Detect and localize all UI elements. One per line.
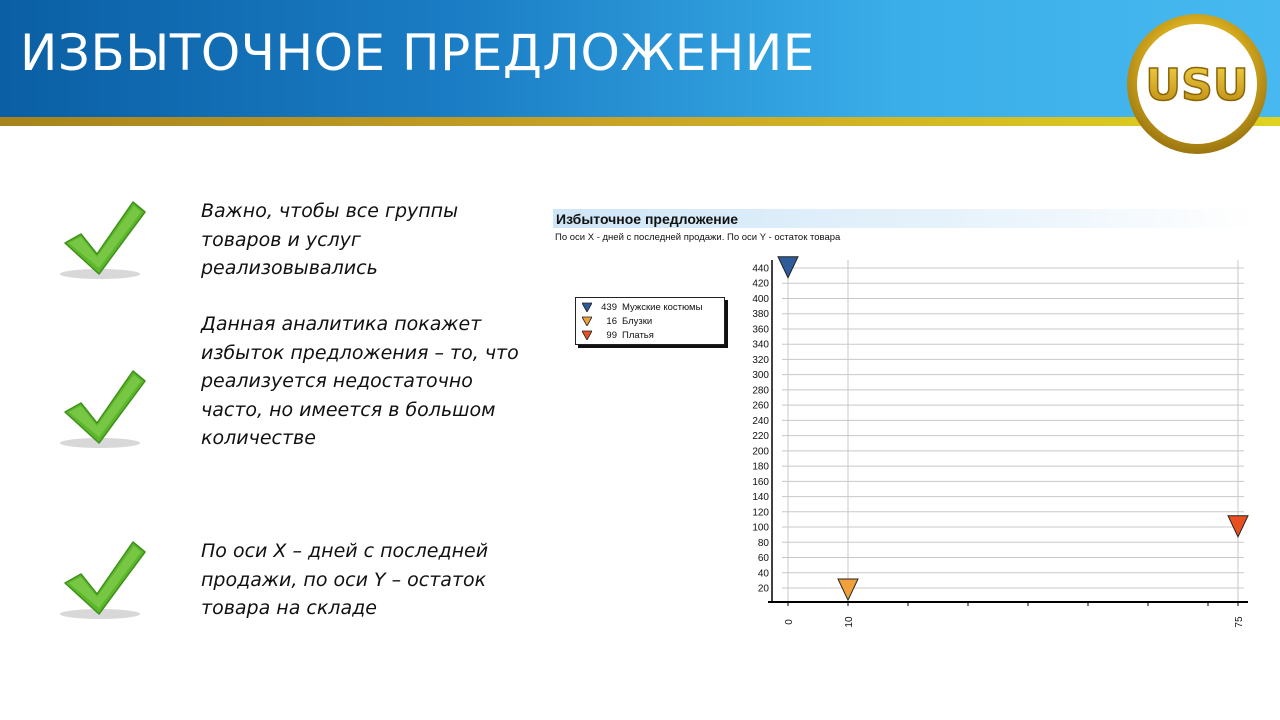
usu-logo <box>1126 13 1268 155</box>
checkmark-icon <box>55 367 155 457</box>
y-tick-label: 40 <box>757 568 769 580</box>
legend-label: Платья <box>622 329 654 341</box>
chart-title: Избыточное предложение <box>556 211 739 227</box>
y-tick-label: 400 <box>752 293 769 305</box>
y-tick-label: 320 <box>752 354 769 366</box>
usu-logo-text: USU <box>1145 60 1249 111</box>
bullet-text-2: Данная аналитика покажет избыток предложения – то, что реализуется недостаточно часто, но имеется в большом количестве <box>201 313 519 449</box>
y-tick-label: 440 <box>752 263 769 275</box>
chart-subtitle: По оси X - дней с последней продажи. По оси Y - остаток товара <box>555 232 841 243</box>
bullet-text-1: Важно, чтобы все группы товаров и услуг реализовывались <box>201 200 459 279</box>
y-tick-label: 260 <box>752 400 769 412</box>
legend-item <box>582 314 652 328</box>
checkmark-icon <box>55 538 155 628</box>
legend-value: 439 <box>601 301 617 313</box>
data-point-Блузки <box>838 579 858 600</box>
legend-value: 16 <box>606 315 617 327</box>
legend-item <box>582 328 654 342</box>
y-tick-label: 220 <box>752 431 769 443</box>
legend-item <box>582 300 702 314</box>
legend-value: 99 <box>606 329 617 341</box>
y-tick-label: 240 <box>752 415 769 427</box>
data-point-Мужские костюмы <box>778 257 798 278</box>
y-tick-label: 340 <box>752 339 769 351</box>
y-tick-label: 100 <box>752 522 769 534</box>
y-tick-label: 120 <box>752 507 769 519</box>
x-tick-label: 75 <box>1234 616 1245 628</box>
x-tick-label: 10 <box>844 616 855 628</box>
y-tick-label: 380 <box>752 309 769 321</box>
y-tick-label: 300 <box>752 370 769 382</box>
y-tick-label: 180 <box>752 461 769 473</box>
y-tick-label: 200 <box>752 446 769 458</box>
y-tick-label: 280 <box>752 385 769 397</box>
checkmark-icon <box>55 198 155 288</box>
legend-marker-icon <box>582 316 592 326</box>
y-tick-label: 360 <box>752 324 769 336</box>
y-tick-label: 140 <box>752 492 769 504</box>
y-tick-label: 80 <box>757 537 769 549</box>
legend-label: Блузки <box>622 315 653 327</box>
legend-label: Мужские костюмы <box>622 301 703 313</box>
y-tick-label: 420 <box>752 278 769 290</box>
legend-marker-icon <box>582 330 592 340</box>
y-tick-label: 20 <box>757 583 769 595</box>
header-gold-stripe <box>0 117 1280 126</box>
y-tick-label: 160 <box>752 476 769 488</box>
data-point-Платья <box>1228 516 1248 537</box>
scatter-plot <box>700 250 1260 640</box>
y-tick-label: 60 <box>757 553 769 565</box>
x-tick-label: 0 <box>784 619 795 625</box>
slide-title: ИЗБЫТОЧНОЕ ПРЕДЛОЖЕНИЕ <box>20 24 815 82</box>
legend-marker-icon <box>582 302 592 312</box>
bullet-text-3: По оси X – дней с последней продажи, по оси Y – остаток товара на складе <box>201 540 489 619</box>
